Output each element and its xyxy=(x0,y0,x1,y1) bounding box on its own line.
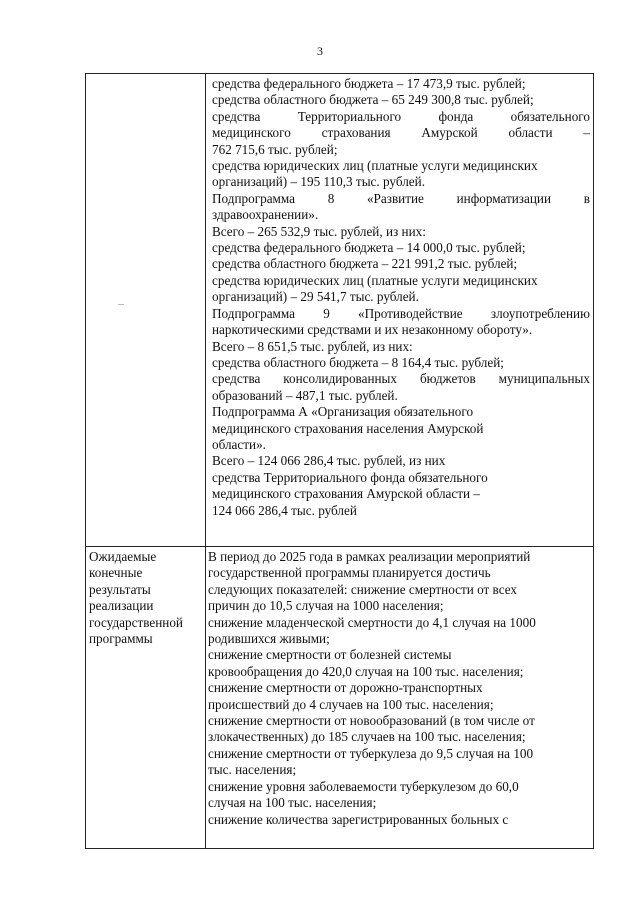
funding-cell xyxy=(212,76,590,519)
text-line: средства областного бюджета – 65 249 300,8 тыс. рублей; xyxy=(212,92,534,108)
word: фонда xyxy=(438,108,474,124)
label-line: Ожидаемые xyxy=(89,549,157,564)
word: медицинского xyxy=(212,125,291,141)
word: Амурской xyxy=(421,125,478,141)
word: средства xyxy=(212,371,261,387)
text-line: снижение младенческой смертности до 4,1 случая на 1000 xyxy=(208,614,536,630)
text-line: снижение количества зарегистрированных больных с xyxy=(208,811,509,827)
text-line: случая на 100 тыс. населения; xyxy=(208,795,377,811)
text-line: средства федерального бюджета – 14 000,0 тыс. рублей; xyxy=(212,240,526,256)
text-line: снижение смертности от дорожно-транспортных xyxy=(208,680,483,696)
word: информатизации xyxy=(456,190,552,206)
scan-mark xyxy=(118,304,124,305)
justified-line xyxy=(212,371,590,387)
word: обязательного xyxy=(510,108,590,124)
word: «Противодействие xyxy=(357,305,463,321)
text-line: следующих показателей: снижение смертности от всех xyxy=(208,581,517,597)
row-divider xyxy=(86,546,593,547)
text-line: Подпрограмма А «Организация обязательного xyxy=(212,404,474,420)
word: – xyxy=(583,125,590,141)
text-line: снижение смертности от новообразований (в том числе от xyxy=(208,713,535,729)
text-line: кровообращения до 420,0 случая на 100 тыс. населения; xyxy=(208,663,524,679)
word: средства xyxy=(212,108,261,124)
justified-line xyxy=(212,306,590,322)
word: Подпрограмма xyxy=(212,305,296,321)
text-line: происшествий до 4 случаев на 100 тыс. населения; xyxy=(208,696,494,712)
results-label-cell xyxy=(89,549,203,647)
word: злоупотреблению xyxy=(490,305,590,321)
word: муниципальных xyxy=(498,371,590,387)
word: Подпрограмма xyxy=(212,190,296,206)
label-line: результаты xyxy=(89,581,151,597)
text-line: средства областного бюджета – 221 991,2 тыс. рублей; xyxy=(212,256,518,272)
text-line: здравоохранении». xyxy=(212,207,319,223)
text-line: средства юридических лиц (платные услуги медицинских xyxy=(212,158,538,174)
text-line: наркотическими средствами и их незаконному обороту». xyxy=(212,322,533,338)
word: области xyxy=(508,125,553,141)
text-line: злокачественных) до 185 случаев на 100 тыс. населения; xyxy=(208,729,526,745)
text-line: причин до 10,5 случая на 1000 населения; xyxy=(208,598,444,614)
word: 8 xyxy=(327,190,335,206)
justified-line xyxy=(212,125,590,141)
text-line: образований – 487,1 тыс. рублей. xyxy=(212,387,398,403)
text-line: организаций) – 195 110,3 тыс. рублей. xyxy=(212,174,426,190)
text-line: средства федерального бюджета – 17 473,9 тыс. рублей; xyxy=(212,76,526,91)
text-line: области». xyxy=(212,436,266,452)
label-line: конечные xyxy=(89,565,143,581)
text-line: государственной программы планируется достичь xyxy=(208,565,491,581)
text-line: снижение смертности от туберкулеза до 9,5 случая на 100 xyxy=(208,745,534,761)
page-number: 3 xyxy=(317,44,323,58)
text-line: В период до 2025 года в рамках реализации мероприятий xyxy=(208,549,531,564)
word: «Развитие xyxy=(366,190,424,206)
text-line: медицинского страхования Амурской области – xyxy=(212,486,480,502)
label-line: государственной xyxy=(89,614,183,630)
program-passport-table xyxy=(85,73,594,849)
column-divider xyxy=(205,74,206,848)
text-line: средства Территориального фонда обязательного xyxy=(212,469,488,485)
text-line: 124 066 286,4 тыс. рублей xyxy=(212,502,357,518)
text-line: средства юридических лиц (платные услуги медицинских xyxy=(212,272,538,288)
label-line: реализации xyxy=(89,598,154,614)
word: страхования xyxy=(321,125,391,141)
label-line: программы xyxy=(89,631,153,647)
justified-line xyxy=(212,109,590,125)
text-line: 762 715,6 тыс. рублей; xyxy=(212,141,338,157)
word: консолидированных xyxy=(283,371,398,387)
text-line: Всего – 124 066 286,4 тыс. рублей, из них xyxy=(212,453,446,469)
text-line: тыс. населения; xyxy=(208,762,297,778)
word: 9 xyxy=(323,305,330,321)
justified-line xyxy=(212,191,590,207)
text-line: Всего – 265 532,9 тыс. рублей, из них: xyxy=(212,223,426,239)
word: Территориального xyxy=(297,108,402,124)
text-line: снижение уровня заболеваемости туберкулезом до 60,0 xyxy=(208,778,519,794)
text-line: Всего – 8 651,5 тыс. рублей, из них: xyxy=(212,338,413,354)
word: бюджетов xyxy=(419,371,476,387)
text-line: организаций) – 29 541,7 тыс. рублей. xyxy=(212,289,419,305)
word: в xyxy=(583,190,590,206)
text-line: родившихся живыми; xyxy=(208,631,330,647)
results-text-cell xyxy=(208,549,590,828)
text-line: средства областного бюджета – 8 164,4 тыс. рублей; xyxy=(212,354,504,370)
text-line: медицинского страхования населения Амурской xyxy=(212,420,484,436)
text-line: снижение смертности от болезней системы xyxy=(208,647,452,663)
